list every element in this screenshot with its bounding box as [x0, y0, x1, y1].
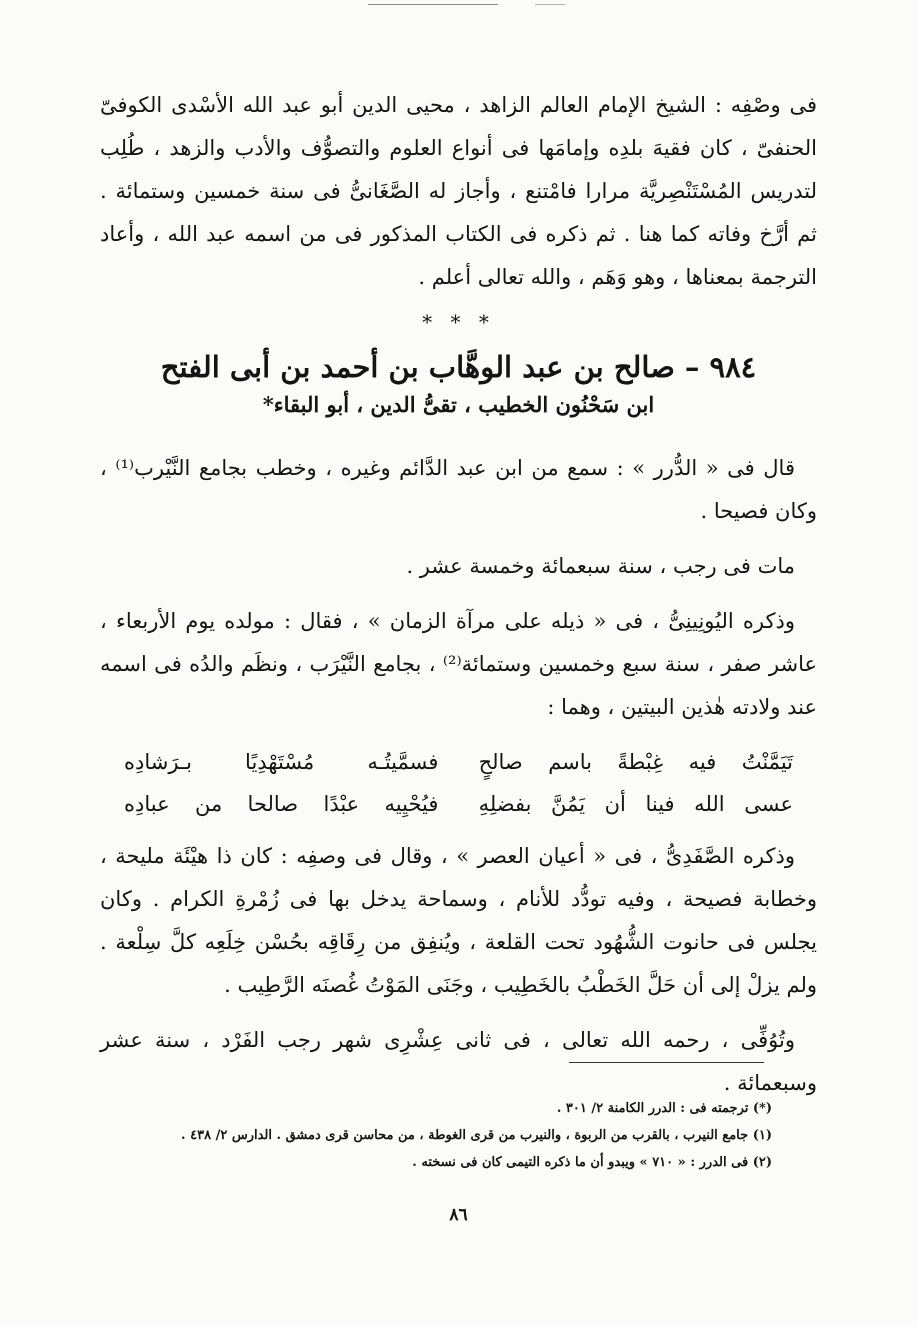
intro-paragraph: فى وصْفِه : الشيخ الإمام العالم الزاهد ، محيى الدين أبو عبد الله الأسْدى الكوفىّ الحنفىّ ، كان فقيهَ بلدِه وإمامَها فى أنواع العلوم والتصوُّف والأدب والزهد ، طُلِب لتدريس المُسْتَنْصِريَّة مرارا فامْتنع ، وأجاز له الصَّغَانىُّ فى سنة خمسين وستمائة . ثم أرَّخ وفاته كما هنا . ثم ذكره فى الكتاب المذكور فى من اسمه عبد الله ، وأعاد الترجمة بمعناها ، وهو وَهَم ، والله تعالى أعلم . [100, 93, 817, 289]
entry-paragraph: وتُوُفِّى ، رحمه الله تعالى ، فى ثانى عِشْرِى شهر رجب الفَرْد ، سنة عشر وسبعمائة . [100, 1028, 817, 1095]
entry-paragraph: وذكره الصَّفَدِىُّ ، فى « أعيان العصر » ، وقال فى وصفِه : كان ذا هيْئَة مليحة ، وخطابة فصيحة ، وفيه تودُّد للأنام ، وسماحة يدخل بها فى زُمْرةِ الكرام . وكان يجلس فى حانوت الشُّهُود تحت القلعة ، ويُنفِق من رِقَاقِه بحُسْن خِلَعِه كلَّ سِلْعة . ولم يزلْ إلى أن حَلَّ الخَطْبُ بالخَطِيب ، وجَنَى المَوْتُ غُصنَه الرَّطِيب . [100, 844, 817, 997]
poem-line [124, 741, 793, 783]
entry-paragraph: مات فى رجب ، سنة سبعمائة وخمسة عشر . [406, 554, 795, 578]
section-separator: * * * [422, 310, 495, 334]
poem-line [124, 783, 793, 825]
poem-hemistich: فيُحْيِيه عبْدًا صالحا من عبادِه [124, 792, 439, 816]
entry-title: ٩٨٤ – صالح بن عبد الوهَّاب بن أحمد بن أبى الفتح [160, 350, 757, 384]
entry-paragraph: وذكره اليُونِينِىُّ ، فى « ذيله على مرآة الزمان » ، فقال : مولده يوم الأربعاء ، عاشر صفر ، سنة سبع وخمسين وستمائة⁽²⁾ ، بجامع النَّيْرَب ، ونظَم والدُه فى اسمه عند ولادته هٰذين البيتين ، وهما : [100, 609, 817, 719]
entry-subtitle: ابن سَحْنُون الخطيب ، تقىُّ الدين ، أبو البقاء* [262, 392, 655, 417]
footnotes [140, 1095, 772, 1176]
footnote: (١) جامع النيرب ، بالقرب من الربوة ، والنيرب من قرى الغوطة ، من محاسن قرى دمشق . الدارس ٢/ ٤٣٨ . [181, 1128, 772, 1143]
top-rule [368, 4, 498, 5]
footnote: (*) ترجمته فى : الدرر الكامنة ٢/ ٣٠١ . [556, 1101, 772, 1116]
poem [124, 741, 793, 825]
poem-hemistich: عسى الله فينا أن يَمُنَّ بفضلِهِ [478, 792, 793, 816]
poem-hemistich: تَيَمَّنْتُ فيه غِبْطةً باسم صالحٍ [478, 750, 793, 774]
footnote-divider [569, 1062, 764, 1063]
intro-block [100, 84, 817, 299]
top-rule-secondary [535, 4, 565, 5]
footnote: (٢) فى الدرر : « ٧١٠ » ويبدو أن ما ذكره التيمى كان فى نسخته . [412, 1155, 772, 1170]
entry-body [100, 447, 817, 1117]
poem-hemistich: فسمَّيتُـه مُسْتَهْدِيًا بـرَشادِه [124, 750, 439, 774]
entry-paragraph: قال فى « الدُّرر » : سمع من ابن عبد الدَّائم وغيره ، وخطب بجامع النَّيْرب⁽¹⁾ ، وكان فصيحا . [100, 456, 817, 523]
page-number: ٨٦ [449, 1205, 468, 1225]
